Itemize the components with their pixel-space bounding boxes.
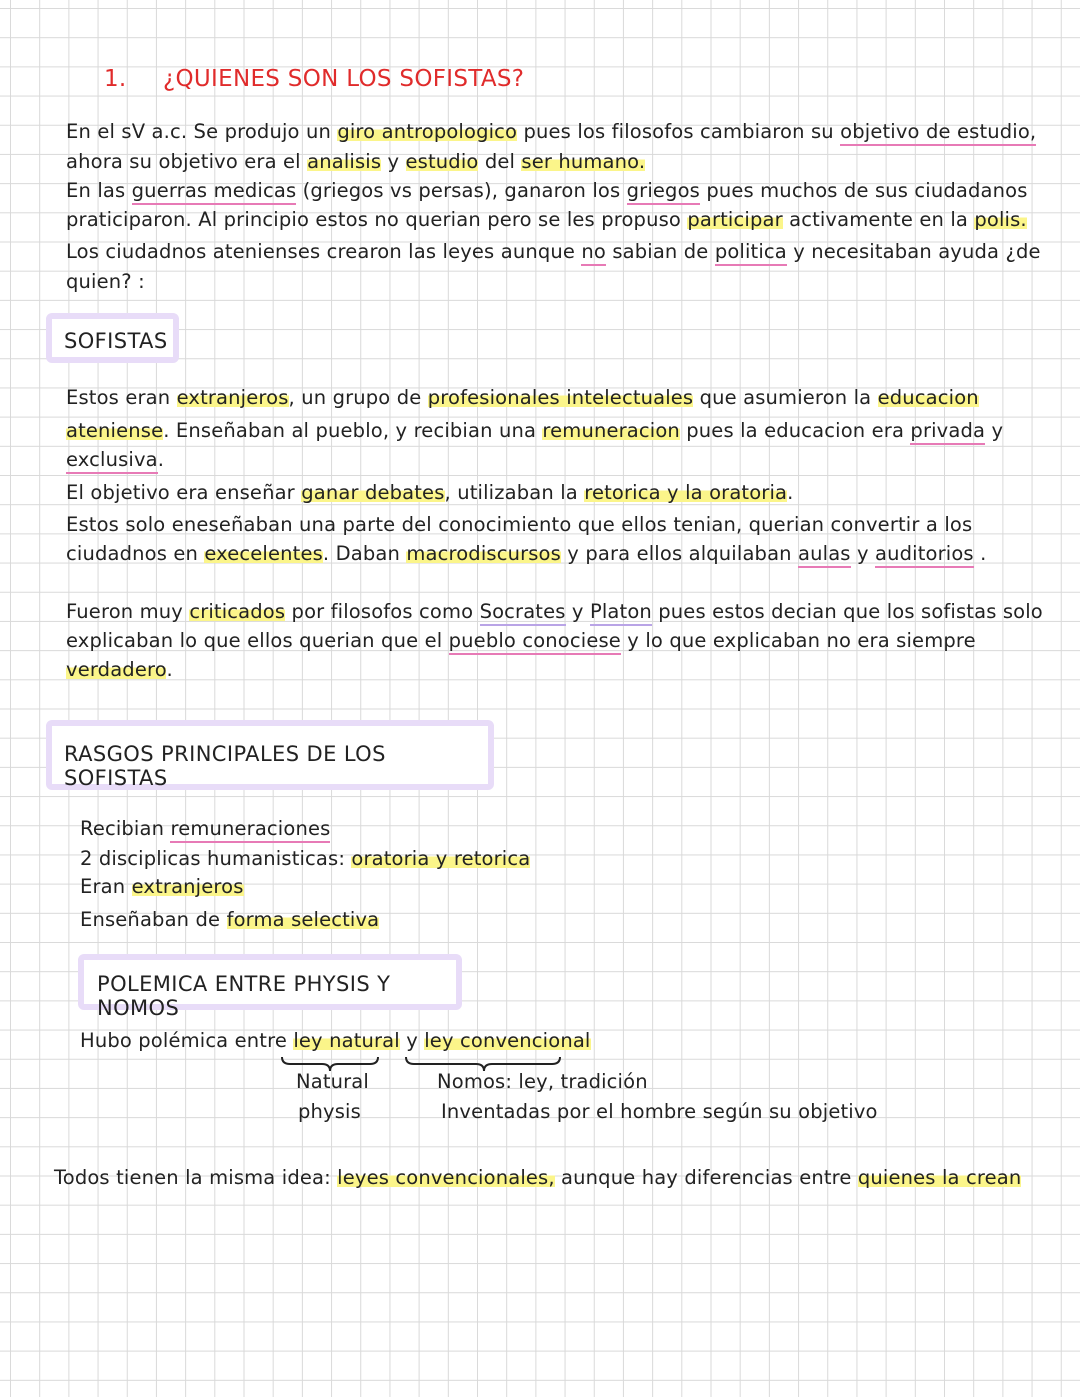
- criticos-line-2: explicaban lo que ellos querian que el pueblo conociese y lo que explicaban no era siempre: [66, 629, 976, 652]
- polemica-heading-box: [78, 954, 462, 1020]
- sofistas-heading-box: [46, 313, 179, 363]
- rasgo-item-1: Recibian remuneraciones: [80, 817, 330, 840]
- rasgos-heading: RASGOS PRINCIPALES DE LOS SOFISTAS: [64, 742, 386, 790]
- intro-line-1: En el sV a.c. Se produjo un giro antropologico pues los filosofos cambiaron su objetivo de estudio,: [66, 120, 1036, 143]
- sofistas-line-2: ateniense. Enseñaban al pueblo, y recibian una remuneracion pues la educacion era privada y: [66, 419, 1003, 442]
- rasgo-item-2: 2 disciplicas humanisticas: oratoria y retorica: [80, 847, 531, 870]
- sofistas-line-6: ciudadnos en execelentes. Daban macrodiscursos y para ellos alquilaban aulas y auditorios .: [66, 542, 986, 565]
- criticos-line-3: verdadero.: [66, 658, 173, 681]
- physis-label: physis: [298, 1100, 361, 1123]
- polemica-heading: POLEMICA ENTRE PHYSIS Y NOMOS: [97, 972, 391, 1020]
- criticos-line-1: Fueron muy criticados por filosofos como Socrates y Platon pues estos decian que los sofistas solo: [66, 600, 1043, 623]
- rasgos-heading-box: [46, 720, 494, 790]
- intro-line-3: En las guerras medicas (griegos vs persas), ganaron los griegos pues muchos de sus ciudadanos: [66, 179, 1028, 202]
- conclusion-line: Todos tienen la misma idea: leyes convencionales, aunque hay diferencias entre quienes la crean: [54, 1166, 1022, 1189]
- rasgo-item-4: Enseñaban de forma selectiva: [80, 908, 380, 931]
- page-title: ¿QUIENES SON LOS SOFISTAS?: [163, 66, 525, 92]
- sofistas-line-1: Estos eran extranjeros, un grupo de profesionales intelectuales que asumieron la educacion: [66, 386, 979, 409]
- polemica-line: Hubo polémica entre ley natural y ley convencional: [80, 1029, 591, 1052]
- sofistas-line-4: El objetivo era enseñar ganar debates, utilizaban la retorica y la oratoria.: [66, 481, 794, 504]
- sofistas-line-5: Estos solo eneseñaban una parte del conocimiento que ellos tenian, querian convertir a los: [66, 513, 973, 536]
- section-number: 1.: [104, 66, 127, 92]
- nomos-description: Inventadas por el hombre según su objetivo: [441, 1100, 878, 1123]
- intro-line-2: ahora su objetivo era el analisis y estudio del ser humano.: [66, 150, 646, 173]
- rasgo-item-3: Eran extranjeros: [80, 875, 244, 898]
- intro-line-5: Los ciudadnos atenienses crearon las leyes aunque no sabian de politica y necesitaban ayuda ¿de: [66, 240, 1041, 263]
- sofistas-heading: SOFISTAS: [64, 329, 168, 353]
- intro-line-6: quien? :: [66, 270, 145, 293]
- natural-label: Natural: [296, 1070, 369, 1093]
- intro-line-4: praticiparon. Al principio estos no querian pero se les propuso participar activamente en la polis.: [66, 208, 1027, 231]
- sofistas-line-3: exclusiva.: [66, 448, 164, 471]
- nomos-label: Nomos: ley, tradición: [437, 1070, 648, 1093]
